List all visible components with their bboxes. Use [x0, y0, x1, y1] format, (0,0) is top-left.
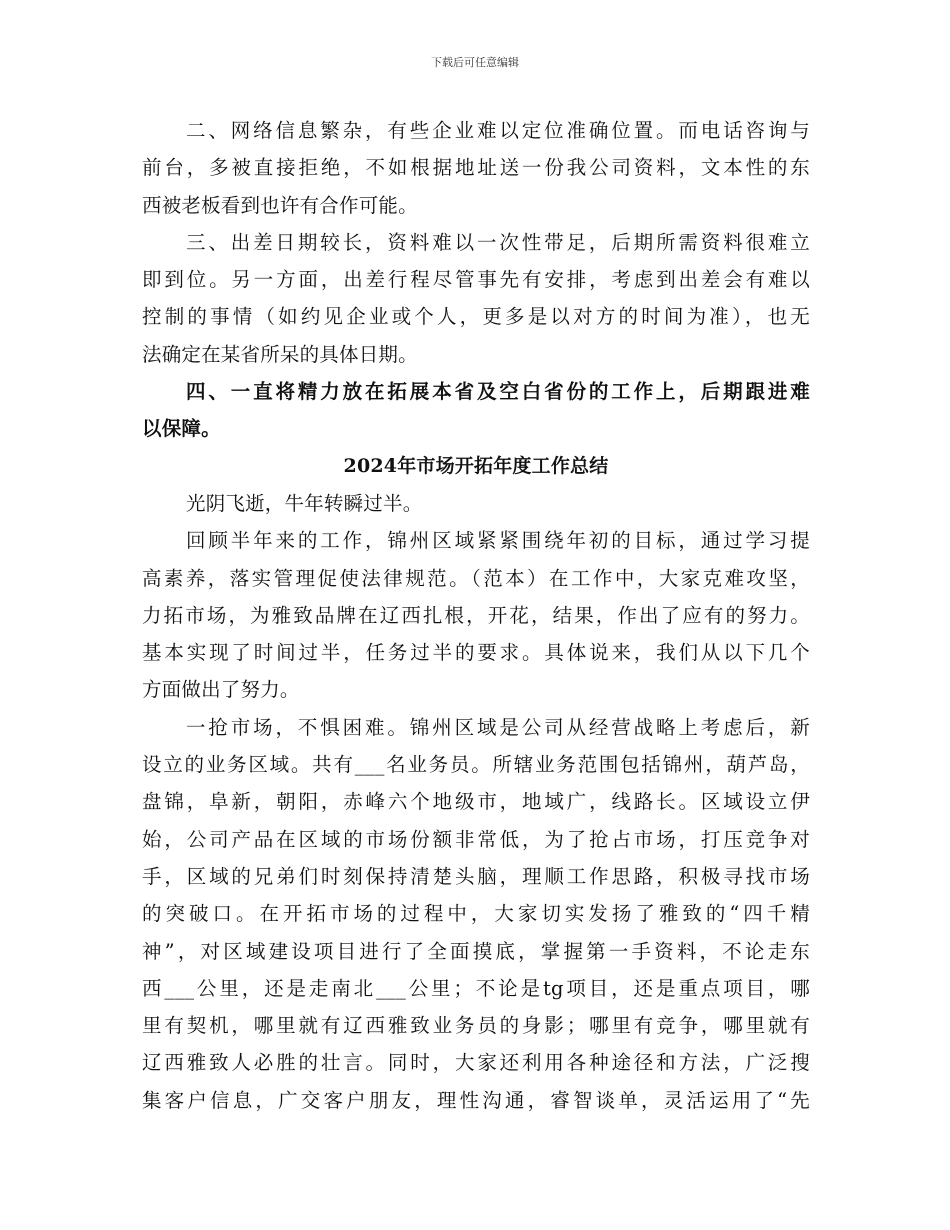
text-line: 盘锦，阜新，朝阳，赤峰六个地级市，地域广，线路长。区域设立伊 — [142, 790, 810, 814]
text-line: 集客户信息，广交客户朋友，理性沟通，睿智谈单，灵活运用了“先 — [142, 1088, 810, 1112]
text-line: 西被老板看到也许有合作可能。 — [142, 193, 418, 217]
text-line: 前台，多被直接拒绝，不如根据地址送一份我公司资料，文本性的东 — [142, 156, 810, 180]
document-title: 2024年市场开拓年度工作总结 — [343, 454, 609, 477]
paragraph — [142, 112, 810, 224]
text-line: 里有契机，哪里就有辽西雅致业务员的身影；哪里有竞争，哪里就有 — [142, 1014, 810, 1038]
text-line: 设立的业务区域。共有___名业务员。所辖业务范围包括锦州，葫芦岛， — [142, 753, 810, 777]
text-line: 三、出差日期较长，资料难以一次性带足，后期所需资料很难立 — [186, 230, 810, 254]
text-line: 高素养，落实管理促使法律规范。（范本）在工作中，大家克难攻坚， — [142, 566, 810, 590]
text-line: 光阴飞逝，牛年转瞬过半。 — [186, 491, 423, 515]
text-line: 神”，对区域建设项目进行了全面摸底，掌握第一手资料，不论走东 — [142, 939, 810, 963]
paragraph — [142, 485, 810, 522]
paragraph — [142, 522, 810, 708]
paragraph-bold — [142, 373, 810, 448]
document-body — [142, 112, 810, 1119]
text-line: 方面做出了努力。 — [142, 678, 300, 702]
text-line: 始，公司产品在区域的市场份额非常低，为了抢占市场，打压竞争对 — [142, 827, 810, 851]
text-line: 控制的事情（如约见企业或个人，更多是以对方的时间为准），也无 — [142, 305, 810, 329]
text-line: 辽西雅致人必胜的壮言。同时，大家还利用各种途径和方法，广泛搜 — [142, 1051, 810, 1075]
text-line: 以保障。 — [142, 417, 221, 441]
text-line: 手，区域的兄弟们时刻保持清楚头脑，理顺工作思路，积极寻找市场 — [142, 864, 810, 888]
text-line: 回顾半年来的工作，锦州区域紧紧围绕年初的目标，通过学习提 — [186, 529, 810, 553]
paragraph — [142, 224, 810, 373]
text-line: 法确定在某省所呆的具体日期。 — [142, 342, 418, 366]
text-line: 的突破口。在开拓市场的过程中，大家切实发扬了雅致的“四千精 — [142, 902, 810, 926]
text-line: 一抢市场，不惧困难。锦州区域是公司从经营战略上考虑后，新 — [186, 715, 810, 739]
paragraph — [142, 709, 810, 1119]
page-header: 下载后可任意编辑 — [431, 56, 519, 69]
text-line: 西___公里，还是走南北___公里；不论是tg项目，还是重点项目，哪 — [142, 976, 810, 1000]
text-line: 四、一直将精力放在拓展本省及空白省份的工作上，后期跟进难 — [186, 380, 810, 404]
text-line: 力拓市场，为雅致品牌在辽西扎根，开花，结果，作出了应有的努力。 — [142, 603, 810, 627]
text-line: 即到位。另一方面，出差行程尽管事先有安排，考虑到出差会有难以 — [142, 268, 810, 292]
text-line: 二、网络信息繁杂，有些企业难以定位准确位置。而电话咨询与 — [186, 119, 810, 142]
text-line: 基本实现了时间过半，任务过半的要求。具体说来，我们从以下几个 — [142, 641, 810, 665]
